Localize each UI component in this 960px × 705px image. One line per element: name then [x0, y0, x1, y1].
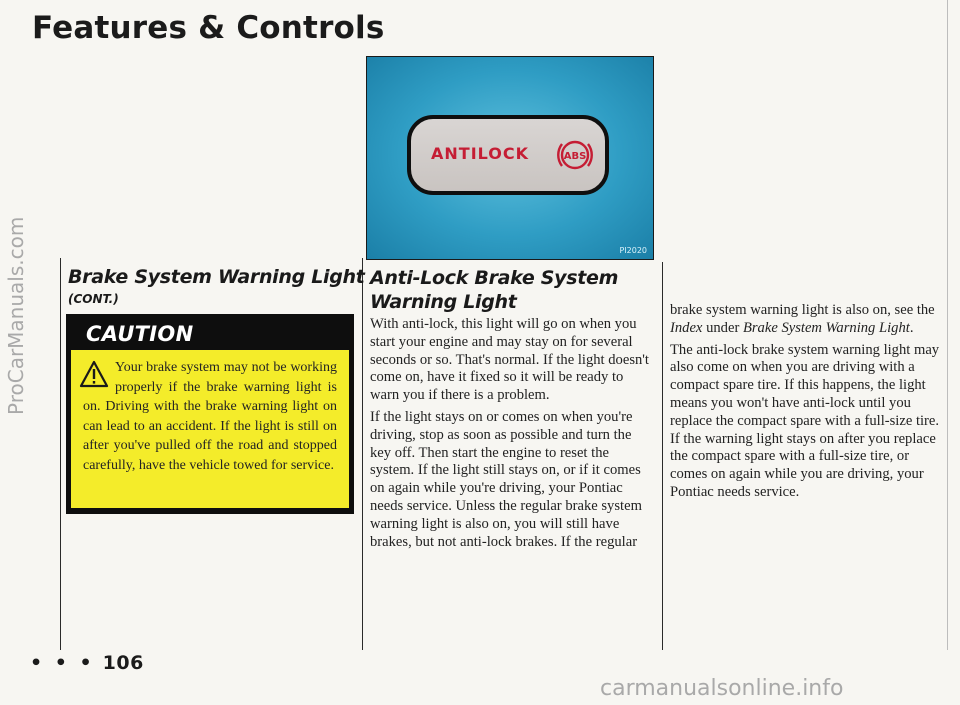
right-paragraph-1 — [670, 302, 942, 338]
caution-label: CAUTION — [86, 322, 194, 346]
page-number — [30, 652, 144, 674]
warning-triangle-icon — [79, 360, 109, 388]
right-column-text — [670, 302, 942, 506]
brake-system-reference: Brake System Warning Light — [742, 319, 910, 336]
index-reference: Index — [670, 319, 703, 336]
lamp-label: ANTILOCK — [431, 144, 530, 163]
column-divider-middle — [362, 258, 363, 650]
continued-label: (CONT.) — [68, 292, 119, 306]
side-watermark: ProCarManuals.com — [4, 216, 28, 415]
bottom-watermark: carmanualsonline.info — [600, 676, 844, 701]
page-title: Features & Controls — [32, 10, 385, 46]
caution-text: Your brake system may not be working properly if the brake warning light is on. Driving with the brake warning light on can lead to an accident. If the light is still on after you've pulled off the road and stopped carefully, have the vehicle towed for service. — [83, 360, 337, 473]
antilock-warning-lamp — [407, 115, 609, 195]
page-number-value: 106 — [102, 652, 144, 674]
antilock-lamp-figure — [366, 56, 654, 260]
page-edge-line — [947, 0, 948, 650]
figure-code: PI2020 — [619, 246, 647, 255]
caution-text-panel — [71, 350, 349, 508]
right-para1-start: brake system warning light is also on, see the — [670, 302, 935, 318]
abs-icon-text: ABS — [563, 151, 587, 162]
right-para1-end: . — [909, 319, 914, 336]
antilock-paragraph-1: With anti-lock, this light will go on when you start your engine and may stay on for several seconds or so. That's normal. If the light doesn't come on, have it fixed so it will be ready to warn you if there is a problem. — [370, 316, 649, 404]
abs-icon — [553, 133, 597, 177]
antilock-body-text — [370, 316, 656, 555]
antilock-paragraph-2: If the light stays on or comes on when you're driving, stop as soon as possible and turn the key off. Then start the engine to reset the system. If the light still stays on, or if it comes on again while you're driving, your Pontiac needs service. Unless the regular brake system warning light is also on, you will still have brakes, but not anti-lock brakes. If the regular — [370, 408, 642, 550]
column-divider-right — [662, 262, 663, 650]
right-paragraph-2: The anti-lock brake system warning light may also come on when you are driving with a compact spare tire. If this happens, the light means you won't have anti-lock until you replace the compact spare with a full-size tire. If the warning light stays on after you replace the compact spare with a full-size tire, or comes on again while you are driving, your Pontiac needs service. — [670, 341, 940, 500]
brake-warning-heading: Brake System Warning Light — [68, 266, 365, 288]
caution-box — [66, 314, 354, 514]
antilock-warning-heading: Anti-Lock Brake System Warning Light — [370, 267, 619, 313]
page-number-dots: • • • — [30, 652, 95, 674]
column-divider-left — [60, 258, 61, 650]
right-para1-mid: under — [702, 319, 743, 336]
